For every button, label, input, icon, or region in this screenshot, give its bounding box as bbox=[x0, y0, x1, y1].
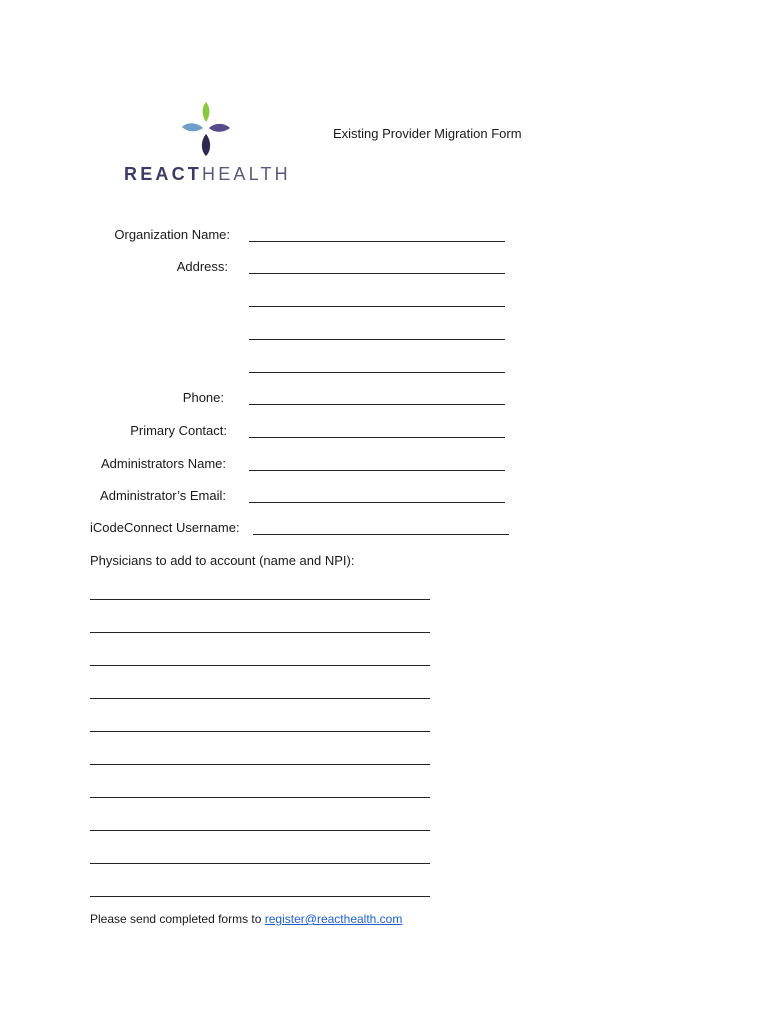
physician-line[interactable] bbox=[90, 730, 430, 732]
physician-line[interactable] bbox=[90, 697, 430, 699]
administrators-email-label: Administrator’s Email: bbox=[100, 488, 226, 503]
address-label: Address: bbox=[176, 259, 228, 274]
physicians-prompt: Physicians to add to account (name and NPI): bbox=[90, 553, 355, 568]
react-health-logo-mark-icon bbox=[178, 100, 234, 158]
primary-contact-field[interactable] bbox=[249, 436, 505, 438]
physician-line[interactable] bbox=[90, 862, 430, 864]
react-health-logo bbox=[124, 100, 294, 190]
physician-line[interactable] bbox=[90, 763, 430, 765]
logo-wordmark-health: HEALTH bbox=[202, 164, 291, 184]
primary-contact-label: Primary Contact: bbox=[130, 423, 227, 438]
phone-label: Phone: bbox=[182, 390, 224, 405]
register-email-link[interactable]: register@reacthealth.com bbox=[264, 912, 403, 926]
logo-wordmark-react: REACT bbox=[124, 164, 202, 184]
phone-field[interactable] bbox=[249, 403, 505, 405]
administrators-email-field[interactable] bbox=[249, 501, 505, 503]
icodeconnect-username-label: iCodeConnect Username: bbox=[90, 520, 240, 535]
physician-line[interactable] bbox=[90, 631, 430, 633]
physician-line[interactable] bbox=[90, 895, 430, 897]
address-field-line-3[interactable] bbox=[249, 338, 505, 340]
form-title: Existing Provider Migration Form bbox=[333, 126, 522, 141]
organization-name-field[interactable] bbox=[249, 240, 505, 242]
footer-note bbox=[90, 912, 402, 926]
icodeconnect-username-field[interactable] bbox=[253, 533, 509, 535]
footer-text: Please send completed forms to bbox=[90, 912, 262, 926]
address-field-line-1[interactable] bbox=[249, 272, 505, 274]
physician-line[interactable] bbox=[90, 598, 430, 600]
physician-line[interactable] bbox=[90, 664, 430, 666]
address-field-line-2[interactable] bbox=[249, 305, 505, 307]
administrators-name-field[interactable] bbox=[249, 469, 505, 471]
logo-wordmark bbox=[124, 164, 291, 185]
physician-line[interactable] bbox=[90, 796, 430, 798]
organization-name-label: Organization Name: bbox=[114, 227, 230, 242]
administrators-name-label: Administrators Name: bbox=[101, 456, 226, 471]
physician-line[interactable] bbox=[90, 829, 430, 831]
address-field-line-4[interactable] bbox=[249, 371, 505, 373]
